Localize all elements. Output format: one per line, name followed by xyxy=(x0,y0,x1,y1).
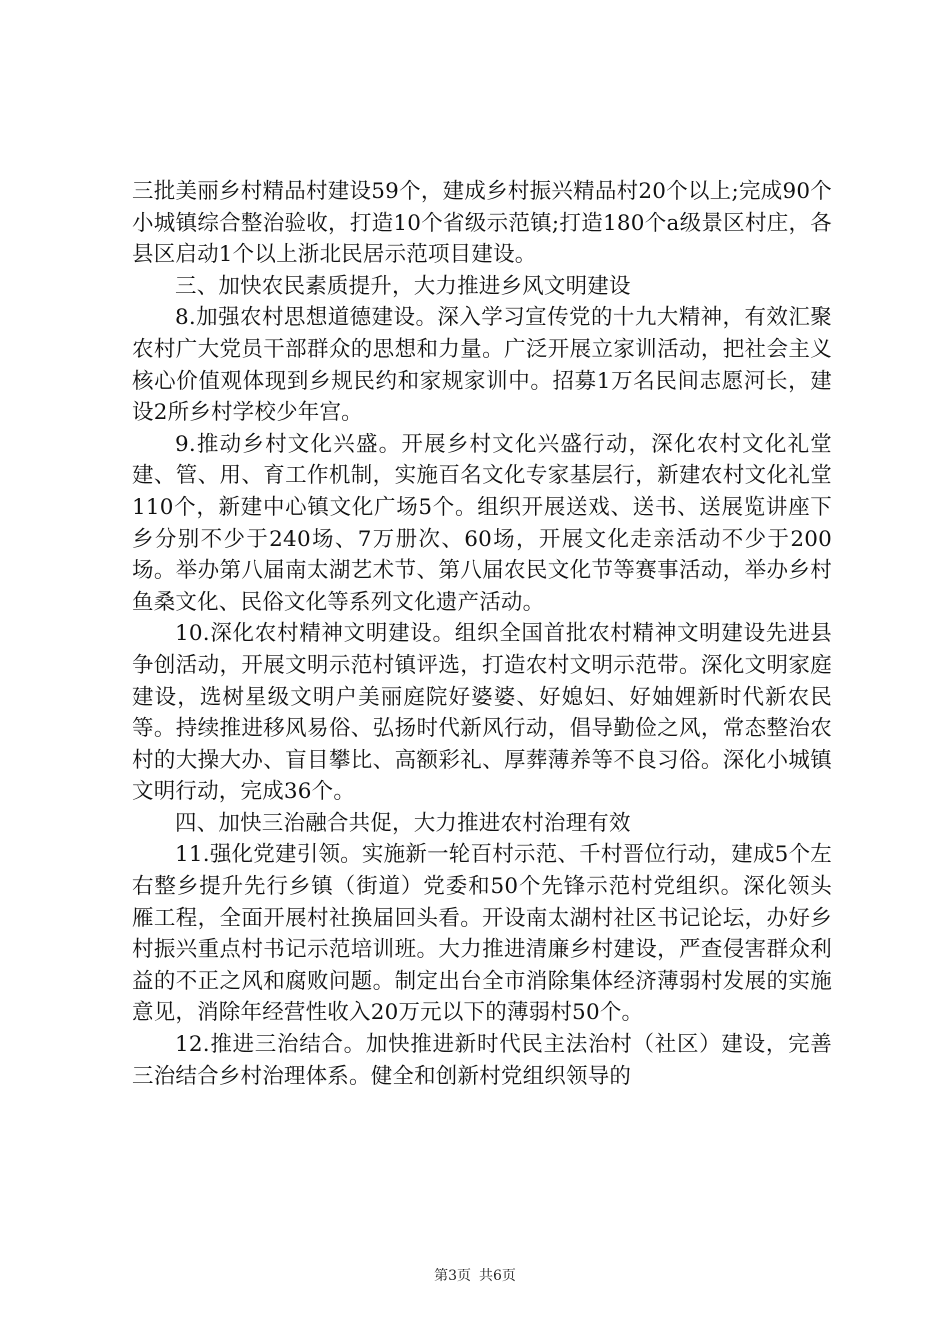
paragraph-item-10: 10.深化农村精神文明建设。组织全国首批农村精神文明建设先进县争创活动，开展文明示范村镇评选，打造农村文明示范带。深化文明家庭建设，选树星级文明户美丽庭院好婆婆、好媳妇、好妯娌新时代新农民等。持续推进移风易俗、弘扬时代新风行动，倡导勤俭之风，常态整治农村的大操大办、盲目攀比、高额彩礼、厚葬薄养等不良习俗。深化小城镇文明行动，完成36个。 xyxy=(132,621,832,805)
paragraph-item-12: 12.推进三治结合。加快推进新时代民主法治村（社区）建设，完善三治结合乡村治理体系。健全和创新村党组织领导的 xyxy=(132,1032,832,1089)
page-number-current: 第3页 xyxy=(434,1268,471,1284)
document-body xyxy=(132,176,832,1092)
page-number-total: 共6页 xyxy=(479,1268,516,1284)
page-footer xyxy=(0,1267,950,1285)
paragraph-item-9: 9.推动乡村文化兴盛。开展乡村文化兴盛行动，深化农村文化礼堂建、管、用、育工作机制，实施百名文化专家基层行，新建农村文化礼堂110个，新建中心镇文化广场5个。组织开展送戏、送书、送展览讲座下乡分别不少于240场、7万册次、60场，开展文化走亲活动不少于200场。举办第八届南太湖艺术节、第八届农民文化节等赛事活动，举办乡村鱼桑文化、民俗文化等系列文化遗产活动。 xyxy=(132,431,832,615)
paragraph-1: 三批美丽乡村精品村建设59个，建成乡村振兴精品村20个以上;完成90个小城镇综合整治验收，打造10个省级示范镇;打造180个a级景区村庄，各县区启动1个以上浙北民居示范项目建设。 xyxy=(132,179,832,268)
section-heading-3: 三、加快农民素质提升，大力推进乡风文明建设 xyxy=(175,273,631,299)
paragraph-item-8: 8.加强农村思想道德建设。深入学习宣传党的十九大精神，有效汇聚农村广大党员干部群众的思想和力量。广泛开展立家训活动，把社会主义核心价值观体现到乡规民约和家规家训中。招募1万名民间志愿河长，建设2所乡村学校少年宫。 xyxy=(132,305,832,426)
paragraph-item-11: 11.强化党建引领。实施新一轮百村示范、千村晋位行动，建成5个左右整乡提升先行乡镇（街道）党委和50个先锋示范村党组织。深化领头雁工程，全面开展村社换届回头看。开设南太湖村社区书记论坛，办好乡村振兴重点村书记示范培训班。大力推进清廉乡村建设，严查侵害群众利益的不正之风和腐败问题。制定出台全市消除集体经济薄弱村发展的实施意见，消除年经营性收入20万元以下的薄弱村50个。 xyxy=(132,842,832,1026)
section-heading-4: 四、加快三治融合共促，大力推进农村治理有效 xyxy=(175,810,631,836)
